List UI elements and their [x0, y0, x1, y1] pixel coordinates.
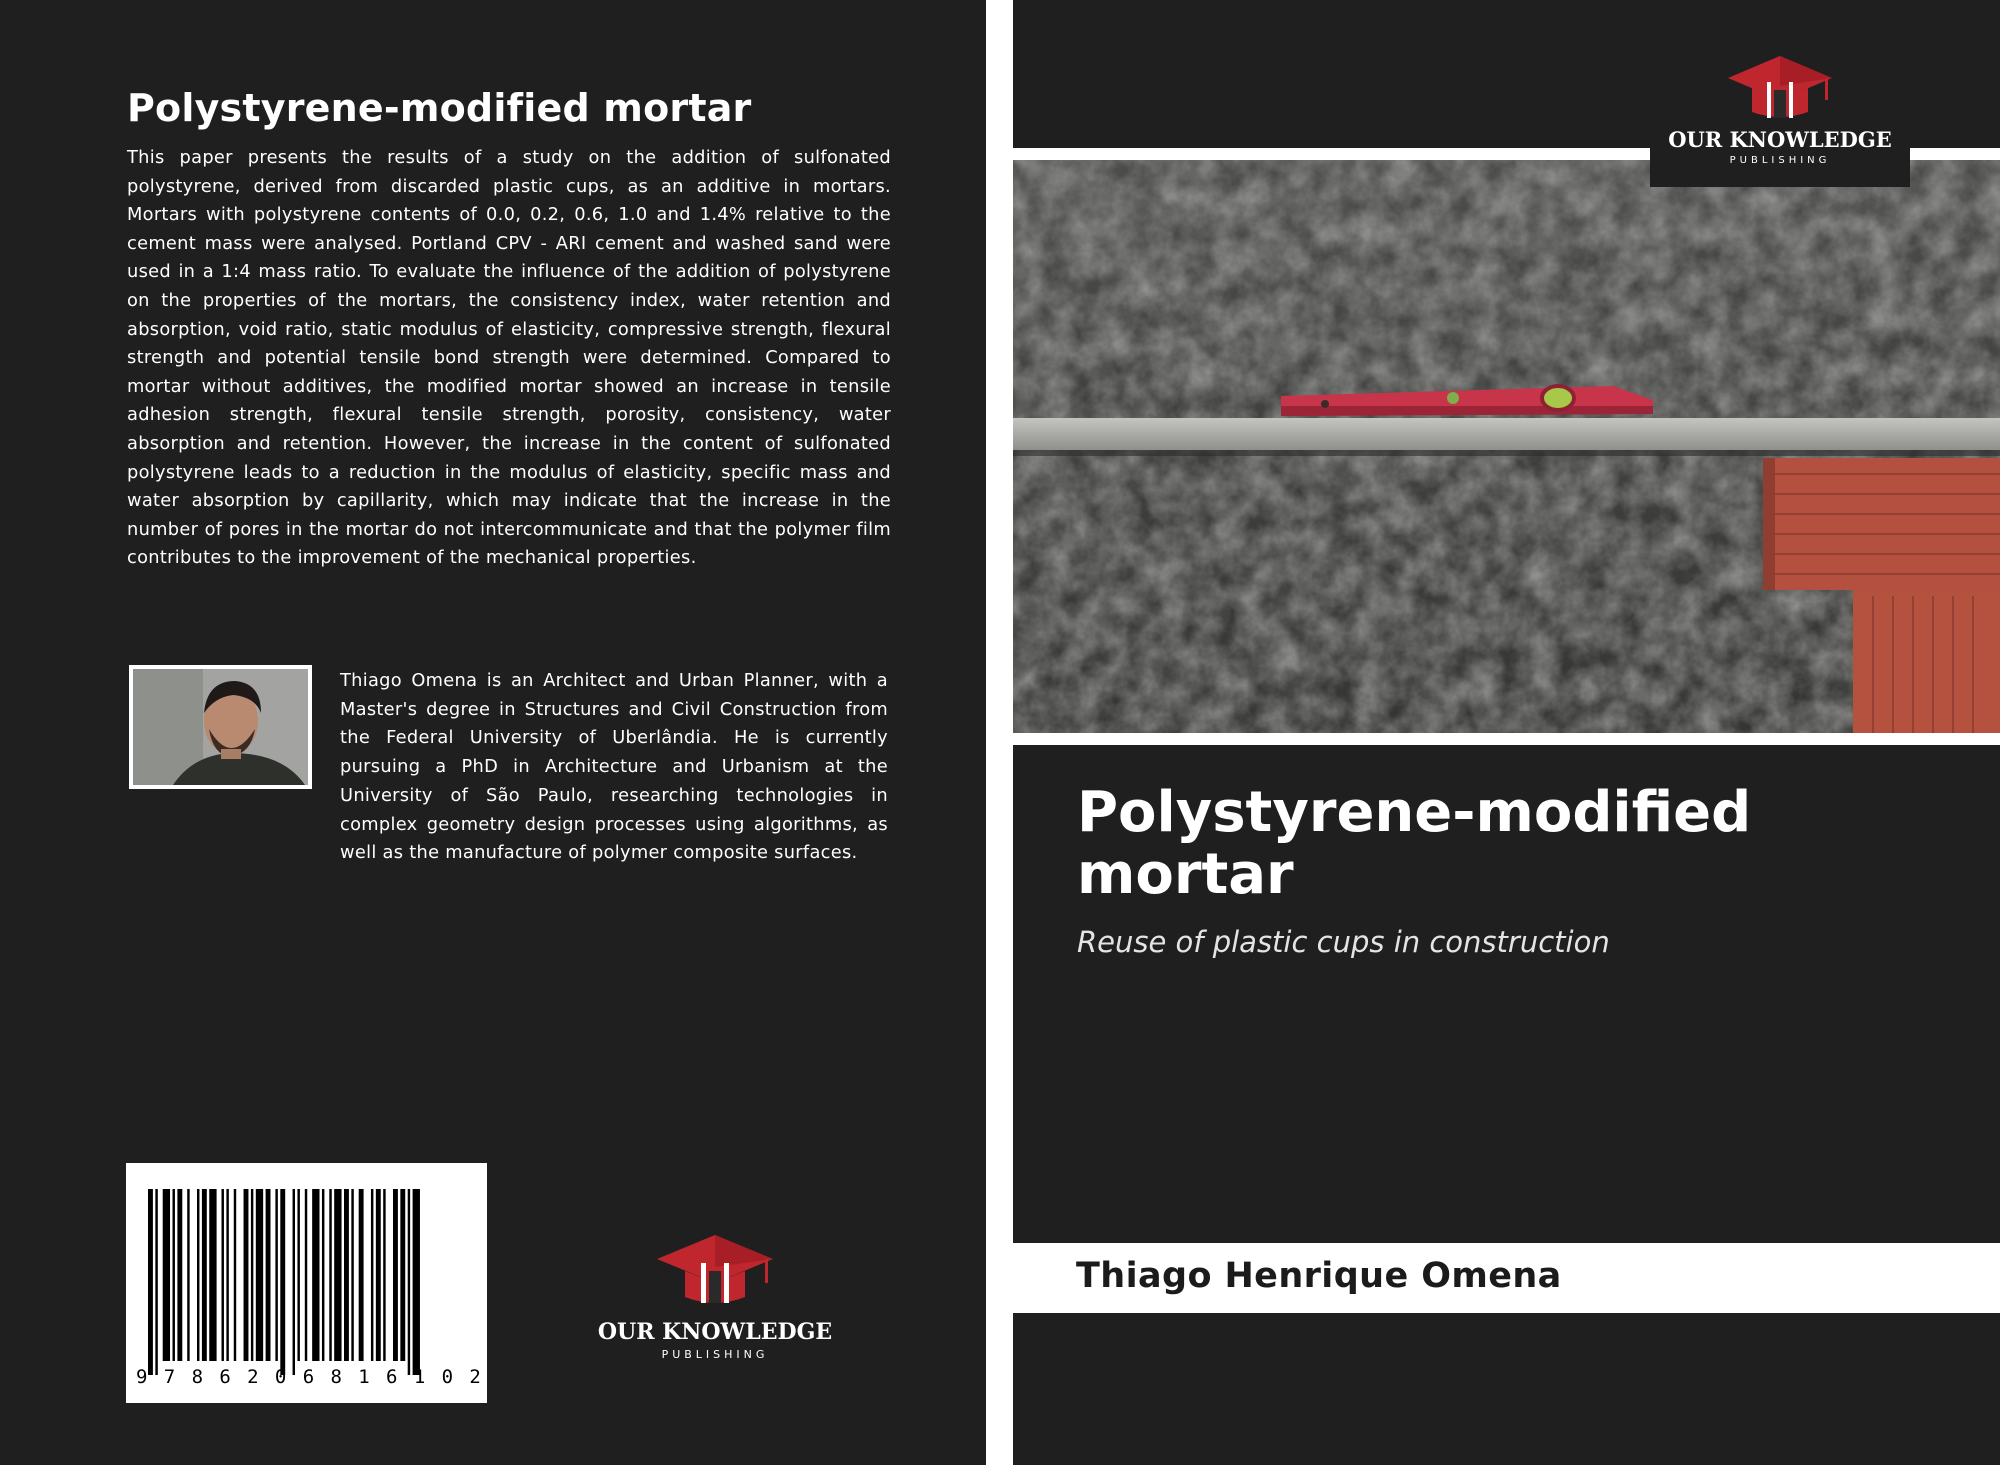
isbn-digit: 2 — [469, 1366, 481, 1388]
back-cover-description: This paper presents the results of a study on the addition of sulfonated polystyrene, derived from discarded plastic cups, as an additive in mortars. Mortars with polystyrene contents of 0.0, 0.2, 0.6, 1.0 and 1.4% relative to the cement mass were analysed. Portland CPV - ARI cement and washed sand were used in a 1:4 mass ratio. To evaluate the influence of the addition of polystyrene on the properties of the mortars, the consistency index, water retention and absorption, void ratio, static modulus of elasticity, compressive strength, flexural strength and potential tensile bond strength were determined. Compared to mortar without additives, the modified mortar showed an increase in tensile adhesion strength, flexural tensile strength, porosity, consistency, water absorption and retention. However, the increase in the content of sulfonated polystyrene leads to a reduction in the modulus of elasticity, specific mass and water absorption by capillarity, which may indicate that the increase in the number of pores in the mortar do not intercommunicate and that the polymer film contributes to the improvement of the mechanical properties. — [127, 147, 891, 569]
front-cover-title: Polystyrene-modified mortar — [1077, 780, 1752, 907]
publisher-sub-front: PUBLISHING — [1729, 155, 1831, 166]
isbn-barcode — [126, 1163, 487, 1403]
barcode-bar — [312, 1189, 319, 1361]
barcode-bar — [173, 1189, 175, 1361]
barcode-bar — [226, 1189, 228, 1361]
barcode-bar — [293, 1189, 295, 1375]
isbn-digit: 1 — [413, 1366, 426, 1388]
isbn-digit: 6 — [219, 1366, 231, 1388]
publisher-logo-back — [595, 1233, 835, 1363]
barcode-bar — [266, 1189, 271, 1361]
barcode-bar — [234, 1189, 236, 1361]
barcode-bar — [334, 1189, 341, 1361]
barcode-bar — [305, 1189, 307, 1361]
barcode-bar — [187, 1189, 189, 1361]
barcode-bar — [256, 1189, 263, 1361]
barcode-bar — [280, 1189, 285, 1375]
author-photo — [129, 665, 312, 789]
isbn-digit: 6 — [302, 1366, 315, 1388]
barcode-bar — [155, 1189, 157, 1375]
barcode-bar — [393, 1189, 398, 1361]
front-cover-author: Thiago Henrique Omena — [1076, 1256, 1562, 1296]
barcode-bar — [371, 1189, 373, 1361]
barcode-bar — [400, 1189, 405, 1361]
barcode-bar — [329, 1189, 331, 1361]
barcode-bar — [344, 1189, 349, 1361]
barcode-bar — [413, 1189, 420, 1375]
barcode-bar — [275, 1189, 277, 1361]
isbn-digit: 1 — [358, 1366, 370, 1388]
isbn-digit: 8 — [330, 1366, 342, 1388]
barcode-bar — [222, 1189, 224, 1361]
wall-with-spirit-level-image — [1013, 160, 2000, 733]
barcode-bar — [148, 1189, 153, 1375]
barcode-bar — [408, 1189, 410, 1375]
front-bottom-band — [1013, 1313, 2000, 1465]
barcode-bar — [376, 1189, 381, 1361]
barcode-bar — [351, 1189, 353, 1361]
barcode-bar — [383, 1189, 385, 1361]
publisher-sub-back: PUBLISHING — [661, 1348, 769, 1361]
back-cover-title: Polystyrene-modified mortar — [127, 86, 752, 130]
publisher-name-back: OUR KNOWLEDGE — [597, 1319, 833, 1345]
front-cover-subtitle: Reuse of plastic cups in construction — [1077, 925, 1610, 959]
barcode-bar — [322, 1189, 324, 1361]
publisher-name-front: OUR KNOWLEDGE — [1668, 127, 1892, 152]
barcode-bar — [202, 1189, 207, 1361]
back-cover — [0, 0, 986, 1465]
isbn-digit: 9 — [136, 1366, 148, 1388]
barcode-bar — [197, 1189, 199, 1361]
isbn-digit: 6 — [386, 1366, 398, 1388]
publisher-logo-front — [1650, 0, 1910, 187]
barcode-bar — [244, 1189, 249, 1361]
isbn-digit: 8 — [191, 1366, 204, 1388]
barcode-bar — [359, 1189, 364, 1361]
barcode-bar — [209, 1189, 216, 1361]
front-cover — [1013, 0, 2000, 1465]
isbn-digit: 0 — [441, 1366, 454, 1388]
barcode-bar — [251, 1189, 253, 1361]
cover-photo — [1013, 160, 2000, 733]
isbn-digits — [136, 1366, 481, 1388]
isbn-digit: 0 — [274, 1366, 287, 1388]
barcode-bar — [163, 1189, 170, 1361]
spine-gap — [986, 0, 1013, 1465]
author-portrait-icon — [133, 669, 308, 785]
graduation-cap-icon — [595, 1233, 835, 1313]
barcode-bar — [297, 1189, 299, 1361]
author-bio: Thiago Omena is an Architect and Urban Planner, with a Master's degree in Structures and Civil Construction from the Federal University of Uberlândia. He is currently pursuing a PhD in Architecture and Urbanism at the University of São Paulo, researching technologies in complex geometry design processes using algorithms, as well as the manufacture of polymer composite surfaces. — [340, 670, 888, 864]
isbn-digit: 7 — [163, 1366, 176, 1388]
isbn-digit: 2 — [247, 1366, 259, 1388]
barcode-bar — [177, 1189, 182, 1361]
